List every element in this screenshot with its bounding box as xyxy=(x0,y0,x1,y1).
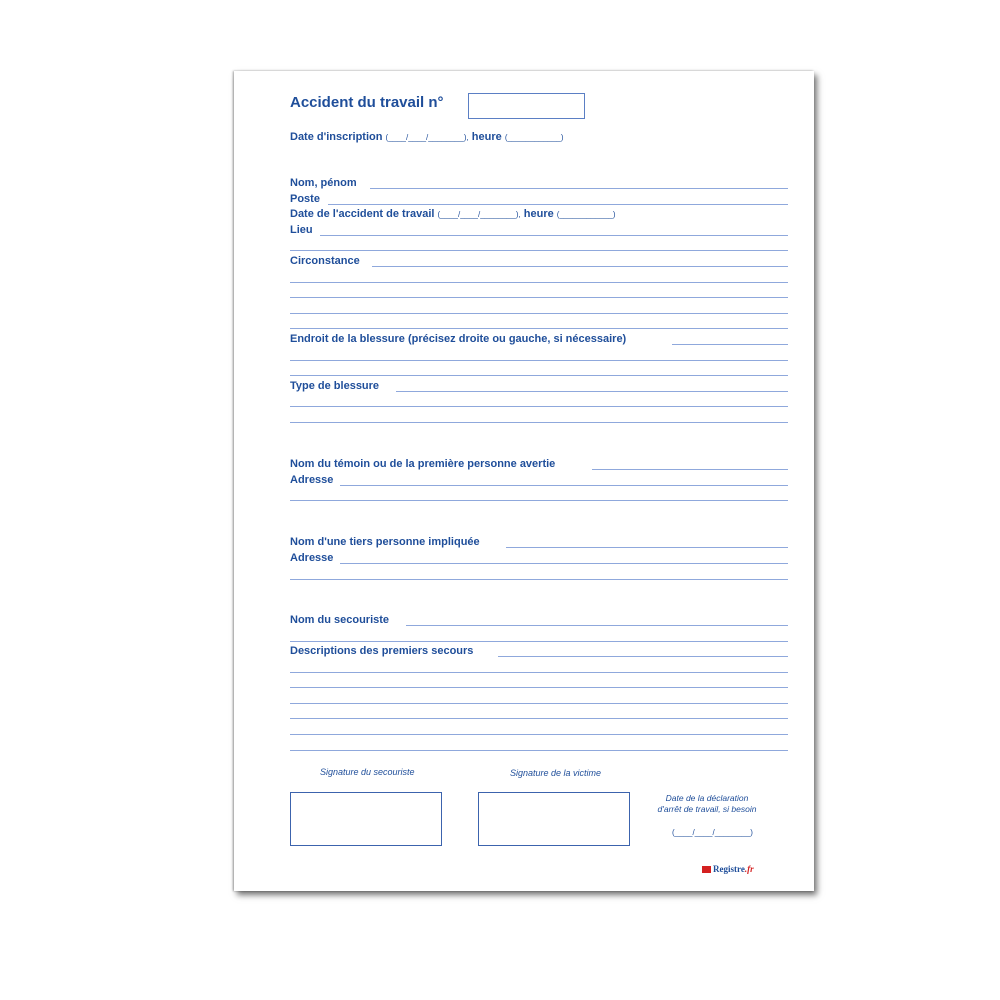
form-title: Accident du travail n° xyxy=(290,94,444,111)
temoin-line[interactable] xyxy=(592,469,788,470)
adresse-tiers-line[interactable] xyxy=(290,579,788,580)
secouriste-line[interactable] xyxy=(406,625,788,626)
tiers-line[interactable] xyxy=(506,547,788,548)
nom-prenom-line[interactable] xyxy=(370,188,788,189)
descriptions-line[interactable] xyxy=(498,656,788,657)
descriptions-line[interactable] xyxy=(290,718,788,719)
circonstance-line[interactable] xyxy=(290,313,788,314)
accident-number-field[interactable] xyxy=(468,93,585,119)
adresse-temoin-label: Adresse xyxy=(290,474,334,486)
heure-accident-field[interactable]: (____________) xyxy=(556,210,616,219)
endroit-blessure-line[interactable] xyxy=(290,360,788,361)
signature-victime-label: Signature de la victime xyxy=(510,768,602,778)
circonstance-line[interactable] xyxy=(290,328,788,329)
adresse-tiers-label: Adresse xyxy=(290,552,334,564)
heure-accident-label: heure xyxy=(523,208,554,220)
circonstance-line[interactable] xyxy=(290,282,788,283)
descriptions-line[interactable] xyxy=(290,672,788,673)
poste-label: Poste xyxy=(290,193,320,205)
form-page xyxy=(234,71,814,891)
circonstance-line[interactable] xyxy=(372,266,788,267)
endroit-blessure-line[interactable] xyxy=(290,375,788,376)
circonstance-line[interactable] xyxy=(290,297,788,298)
date-declaration-line2: d'arrêt de travail, si besoin xyxy=(657,804,757,814)
heure-label: heure xyxy=(471,131,502,143)
descriptions-line[interactable] xyxy=(290,750,788,751)
date-accident-row xyxy=(290,208,616,220)
date-accident-label: Date de l'accident de travail xyxy=(290,208,435,220)
flag-icon xyxy=(702,866,711,873)
descriptions-line[interactable] xyxy=(290,703,788,704)
temoin-label: Nom du témoin ou de la première personne avertie xyxy=(290,458,556,470)
date-accident-field[interactable]: (____/____/________), xyxy=(437,210,521,219)
type-blessure-label: Type de blessure xyxy=(290,380,380,392)
secouriste-line[interactable] xyxy=(290,641,788,642)
endroit-blessure-line[interactable] xyxy=(672,344,788,345)
date-declaration-line1: Date de la déclaration xyxy=(665,793,749,803)
type-blessure-line[interactable] xyxy=(290,422,788,423)
descriptions-label: Descriptions des premiers secours xyxy=(290,645,474,657)
descriptions-line[interactable] xyxy=(290,734,788,735)
date-declaration-field[interactable]: (____/____/________) xyxy=(672,828,753,837)
registre-logo xyxy=(702,864,754,874)
date-inscription-row xyxy=(290,131,564,143)
logo-suffix: .fr xyxy=(744,864,754,874)
lieu-line[interactable] xyxy=(290,250,788,251)
signature-victime-box[interactable] xyxy=(478,792,630,846)
lieu-label: Lieu xyxy=(290,224,313,236)
circonstance-label: Circonstance xyxy=(290,255,360,267)
adresse-temoin-line[interactable] xyxy=(340,485,788,486)
signature-secouriste-label: Signature du secouriste xyxy=(320,767,415,777)
date-declaration-label xyxy=(652,793,762,815)
type-blessure-line[interactable] xyxy=(290,406,788,407)
date-inscription-field[interactable]: (____/____/________), xyxy=(385,133,469,142)
signature-secouriste-box[interactable] xyxy=(290,792,442,846)
lieu-line[interactable] xyxy=(320,235,788,236)
type-blessure-line[interactable] xyxy=(396,391,788,392)
adresse-temoin-line[interactable] xyxy=(290,500,788,501)
poste-line[interactable] xyxy=(328,204,788,205)
adresse-tiers-line[interactable] xyxy=(340,563,788,564)
tiers-label: Nom d'une tiers personne impliquée xyxy=(290,536,480,548)
secouriste-label: Nom du secouriste xyxy=(290,614,390,626)
heure-field[interactable]: (____________) xyxy=(504,133,564,142)
endroit-blessure-label: Endroit de la blessure (précisez droite ou gauche, si nécessaire) xyxy=(290,333,627,345)
nom-prenom-label: Nom, pénom xyxy=(290,177,357,189)
date-inscription-label: Date d'inscription xyxy=(290,131,383,143)
logo-name: Registre xyxy=(713,864,745,874)
descriptions-line[interactable] xyxy=(290,687,788,688)
